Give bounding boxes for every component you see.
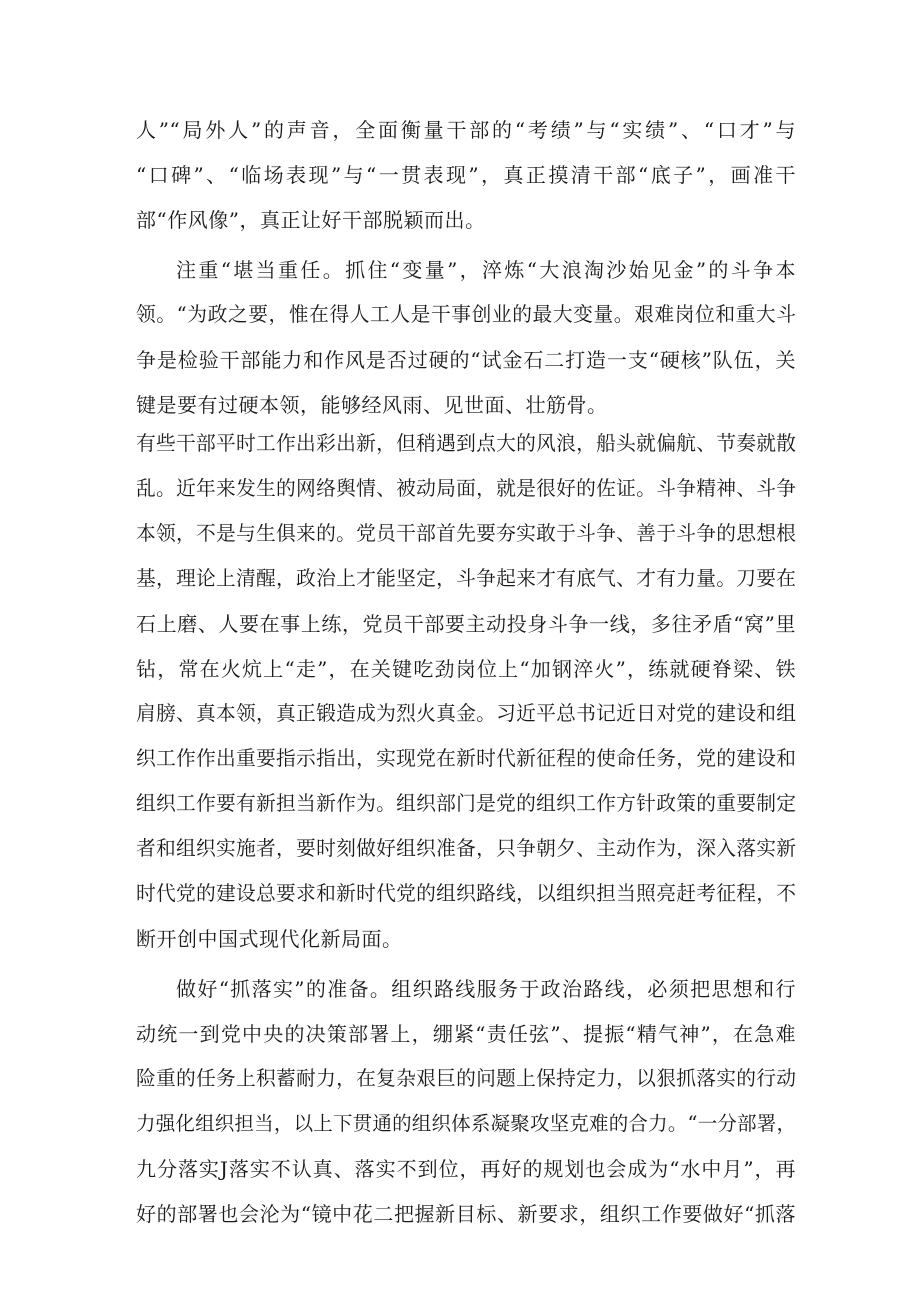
text-line: 好的部署也会沦为“镜中花二把握新目标、新要求，组织工作要做好“抓落 (136, 1202, 796, 1226)
text-line: 基，理论上清醒，政治上才能坚定，斗争起来才有底气、才有力量。刀要在 (136, 567, 796, 590)
text-line: 肩膀、真本领，真正锻造成为烈火真金。习近平总书记近日对党的建设和组 (136, 702, 796, 725)
text-line: 力强化组织担当，以上下贯通的组织体系凝聚攻坚克难的合力。“一分部署， (136, 1112, 796, 1135)
text-line: 险重的任务上积蓄耐力，在复杂艰巨的问题上保持定力，以狠抓落实的行动 (136, 1067, 796, 1090)
text-line: 键是要有过硬本领，能够经风雨、见世面、壮筋骨。 (136, 393, 608, 417)
text-line: 本领，不是与生俱来的。党员干部首先要夯实敢于斗争、善于斗争的思想根 (136, 522, 796, 545)
text-line: 做好“抓落实”的准备。组织路线服务于政治路线，必须把思想和行 (176, 977, 796, 1001)
text-line: 领。“为政之要，惟在得人工人是干事创业的最大变量。艰难岗位和重大斗 (136, 303, 796, 326)
text-line: 部“作风像”，真正让好干部脱颖而出。 (136, 208, 486, 232)
text-line: 有些干部平时工作出彩出新，但稍遇到点大的风浪，船头就偏航、节奏就散 (136, 432, 796, 455)
text-line: 断开创中国式现代化新局面。 (136, 927, 403, 951)
text-line: 石上磨、人要在事上练，党员干部要主动投身斗争一线，多往矛盾“窝”里 (136, 612, 796, 636)
text-line: “口碑”、“临场表现”与“一贯表现”，真正摸清干部“底子”，画准干 (136, 163, 796, 187)
text-line: 注重“堪当重任。抓住“变量”，淬炼“大浪淘沙始见金”的斗争本 (176, 258, 796, 282)
text-line: 者和组织实施者，要时刻做好组织准备，只争朝夕、主动作为，深入落实新 (136, 837, 796, 860)
text-line: 九分落实J落实不认真、落实不到位，再好的规划也会成为“水中月”，再 (136, 1157, 796, 1181)
text-line: 织工作作出重要指示指出，实现党在新时代新征程的使命任务，党的建设和 (136, 747, 796, 770)
text-line: 动统一到党中央的决策部署上，绷紧“责任弦”、提振“精气神”，在急难 (136, 1022, 796, 1046)
text-line: 乱。近年来发生的网络舆情、被动局面，就是很好的佐证。斗争精神、斗争 (136, 477, 796, 500)
text-line: 时代党的建设总要求和新时代党的组织路线，以组织担当照亮赶考征程，不 (136, 882, 796, 905)
text-line: 人”“局外人”的声音，全面衡量干部的“考绩”与“实绩”、“口才”与 (136, 118, 796, 142)
text-line: 钻，常在火炕上“走”，在关键吃劲岗位上“加钢淬火”，练就硬脊梁、铁 (136, 657, 796, 681)
text-line: 组织工作要有新担当新作为。组织部门是党的组织工作方针政策的重要制定 (136, 792, 796, 815)
text-line: 争是检验干部能力和作风是否过硬的“试金石二打造一支“硬核”队伍，关 (136, 348, 796, 372)
